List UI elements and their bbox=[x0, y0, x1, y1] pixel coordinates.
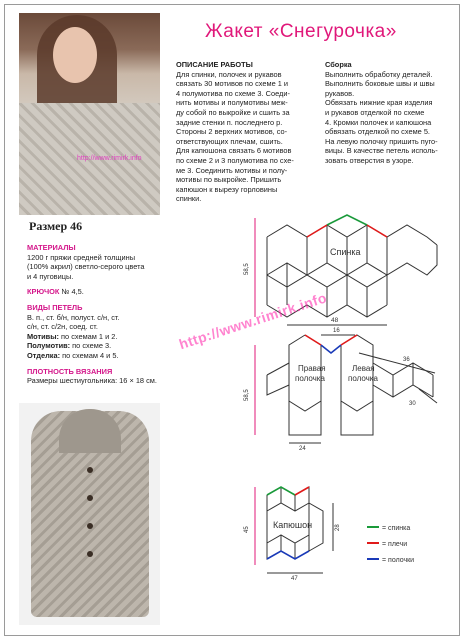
shoulder-marker bbox=[341, 335, 357, 345]
stitches-line: В. п., ст. б/н, полуст. с/н, ст. bbox=[27, 312, 120, 322]
half-motif-label: Полумотив: bbox=[27, 341, 71, 351]
work-line: по схеме 2 и 3 полумотива по схе- bbox=[176, 155, 294, 165]
assembly-heading: Сборка bbox=[325, 60, 352, 69]
magazine-page bbox=[4, 4, 460, 636]
hood-height: 45 bbox=[244, 526, 250, 533]
hood-schematic bbox=[255, 487, 333, 573]
work-line: Стороны 2 верхних мотивов, со- bbox=[176, 127, 288, 137]
hood-label: Капюшон bbox=[273, 520, 313, 530]
back-label: Спинка bbox=[330, 247, 361, 257]
size-title: Размер 46 bbox=[29, 219, 83, 233]
trim-label: Отделка: bbox=[27, 350, 61, 360]
motifs-text: по схемам 1 и 2. bbox=[58, 331, 118, 341]
work-line: спинки. bbox=[176, 194, 202, 204]
assembly-line: Выполнить обработку деталей. bbox=[325, 69, 433, 79]
photo-watermark: http://www.rimirk.info bbox=[77, 155, 142, 162]
shoulder-width: 16 bbox=[333, 328, 340, 334]
legend-label-fronts: = полочки bbox=[382, 557, 415, 564]
work-line: ду собой по выкройке и сшить за bbox=[176, 107, 290, 117]
shoulder-marker bbox=[305, 335, 321, 345]
work-line: задние стенки п. последнего р. bbox=[176, 117, 283, 127]
hood-inner-height: 28 bbox=[335, 524, 341, 531]
legend-label-back: = спинка bbox=[382, 525, 411, 532]
materials-line: и 4 пуговицы. bbox=[27, 271, 74, 281]
work-heading: ОПИСАНИЕ РАБОТЫ bbox=[176, 60, 253, 69]
stitches-heading: ВИДЫ ПЕТЕЛЬ bbox=[27, 302, 83, 312]
shoulder-marker bbox=[307, 225, 327, 237]
work-line: мотивы по выкройке. Пришить bbox=[176, 175, 282, 185]
left-front-label: Левая bbox=[352, 364, 375, 373]
work-line: нить мотивы и полумотивы меж- bbox=[176, 98, 288, 108]
front-neck-marker bbox=[321, 345, 341, 353]
legend-label-shoulders: = плечи bbox=[382, 541, 408, 548]
hood-width: 47 bbox=[291, 576, 298, 582]
shoulder-marker bbox=[367, 225, 387, 237]
work-line: связать 30 мотивов по схеме 1 и bbox=[176, 79, 289, 89]
assembly-line: Выполнить боковые швы и швы bbox=[325, 79, 435, 89]
right-front-label: Правая bbox=[298, 364, 326, 373]
assembly-line: рукавов. bbox=[325, 88, 355, 98]
gauge-text: Размеры шестиугольника: 16 × 18 см. bbox=[27, 376, 157, 386]
assembly-line: 4. Кромки полочек и капюшона bbox=[325, 117, 432, 127]
page-watermark: http://www.rimirk.info bbox=[177, 289, 329, 353]
trim-text: по схемам 4 и 5. bbox=[60, 350, 119, 360]
page-title: Жакет «Снегурочка» bbox=[205, 21, 397, 42]
work-line: ме 3. Соединить мотивы и полу- bbox=[176, 165, 288, 175]
assembly-line: обвязать отделкой по схеме 5. bbox=[325, 127, 430, 137]
gauge-heading: ПЛОТНОСТЬ ВЯЗАНИЯ bbox=[27, 366, 113, 376]
assembly-line: Обвязать нижние края изделия bbox=[325, 98, 433, 108]
work-line: капюшон к вырезу горловины bbox=[176, 184, 278, 194]
shoulder-marker bbox=[295, 487, 309, 495]
materials-line: (100% акрил) светло-серого цвета bbox=[27, 262, 145, 272]
motifs-label: Мотивы: bbox=[27, 331, 59, 341]
assembly-line: и рукавов отделкой по схеме bbox=[325, 107, 425, 117]
back-height: 58,5 bbox=[244, 263, 250, 275]
assembly-line: зовать отверстия в узоре. bbox=[325, 155, 414, 165]
materials-heading: МАТЕРИАЛЫ bbox=[27, 243, 76, 252]
work-line: Для капюшона связать 6 мотивов bbox=[176, 146, 292, 156]
color-legend bbox=[367, 525, 414, 564]
assembly-line: вицы. В качестве петель исполь- bbox=[325, 146, 438, 156]
half-motif-text: по схеме 3. bbox=[70, 341, 112, 351]
front-schematic bbox=[255, 335, 437, 443]
sleeve-cuff-length: 30 bbox=[409, 401, 416, 407]
hood-front-marker bbox=[267, 551, 309, 559]
stitches-line: с/н, ст. с/2н, соед. ст. bbox=[27, 322, 98, 332]
sleeve-top-length: 36 bbox=[403, 357, 410, 363]
back-width: 48 bbox=[331, 317, 339, 324]
work-line: 4 полумотива по схеме 3. Соеди- bbox=[176, 88, 290, 98]
assembly-line: На левую полочку пришить пуго- bbox=[325, 136, 438, 146]
hook-value: № 4,5. bbox=[59, 287, 84, 297]
hook-label: КРЮЧОК bbox=[27, 287, 60, 297]
front-height: 58,5 bbox=[244, 389, 250, 401]
left-front-label: полочка bbox=[348, 374, 378, 383]
right-front-label: полочка bbox=[295, 374, 325, 383]
back-neck-marker bbox=[327, 215, 367, 225]
work-line: ответствующих плечам, сшить. bbox=[176, 136, 283, 146]
materials-line: 1200 г пряжи средней толщины bbox=[27, 252, 136, 262]
work-line: Для спинки, полочек и рукавов bbox=[176, 69, 282, 79]
front-width: 24 bbox=[299, 446, 306, 452]
